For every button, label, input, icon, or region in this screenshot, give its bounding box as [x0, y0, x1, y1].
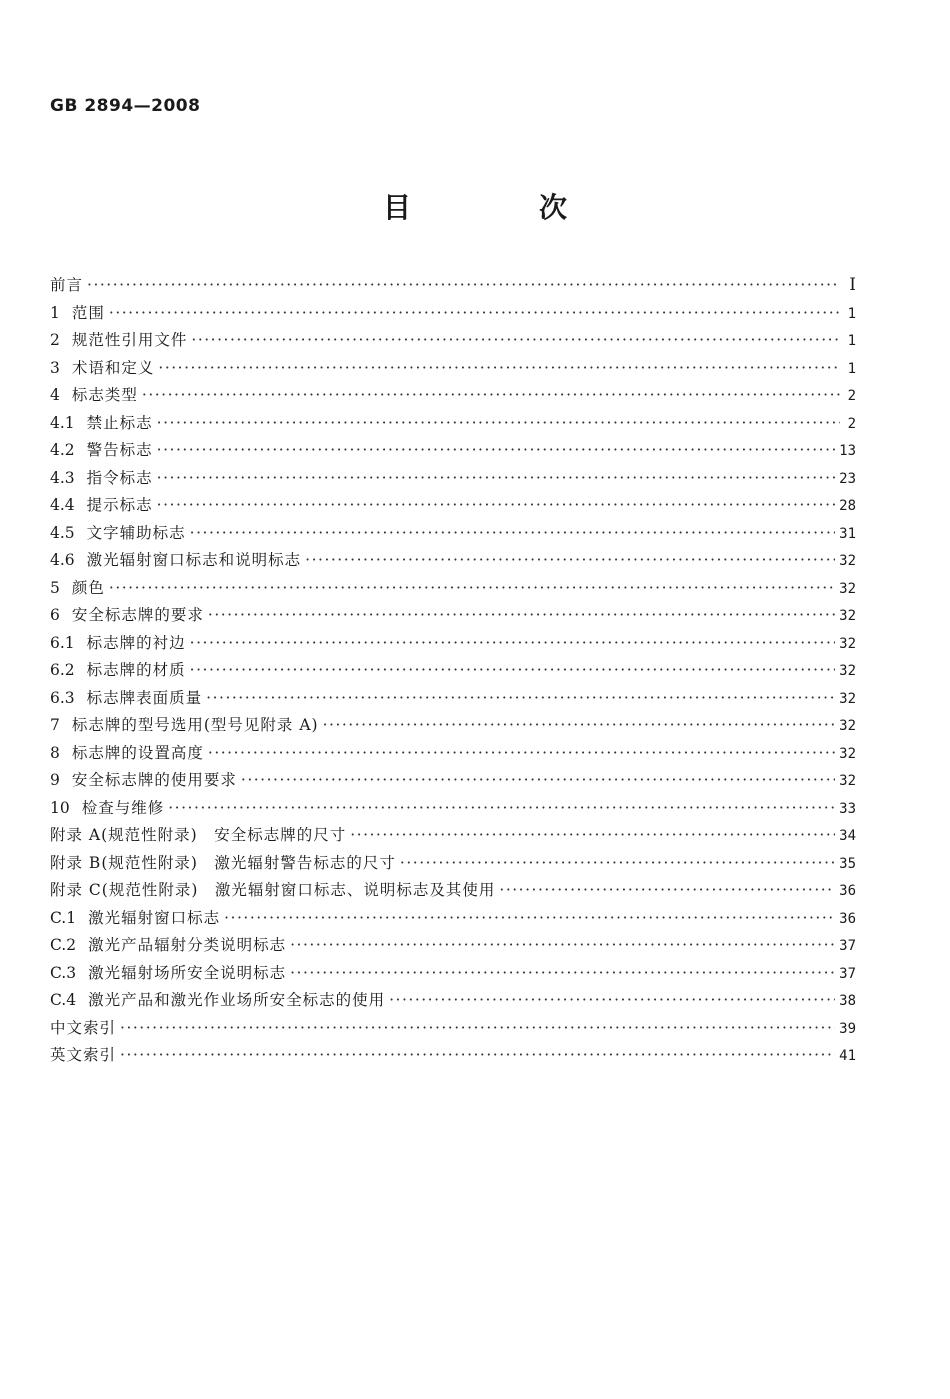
toc-leader-dots — [168, 795, 835, 823]
toc-entry-page: 32 — [839, 635, 856, 652]
toc-entry-number: 5 — [50, 578, 60, 597]
toc-leader-dots — [109, 575, 835, 603]
toc-entry[interactable] — [50, 465, 856, 493]
toc-entry-number: C.3 — [50, 963, 77, 982]
toc-entry[interactable] — [50, 630, 856, 658]
toc-entry-label: 禁止标志 — [86, 413, 153, 432]
toc-entry-label: 标志牌的型号选用(型号见附录 A) — [71, 716, 319, 734]
toc-entry[interactable] — [50, 795, 856, 823]
toc-entry[interactable] — [50, 1015, 856, 1043]
toc-entry-page: 32 — [839, 580, 856, 597]
toc-entry-number: 3 — [50, 358, 60, 377]
toc-entry-number: 4.5 — [50, 523, 75, 542]
toc-entry-page: 32 — [839, 773, 856, 789]
toc-entry-label: 规范性引用文件 — [71, 331, 188, 349]
toc-entry-label: 附录 C(规范性附录) 激光辐射窗口标志、说明标志及其使用 — [50, 881, 496, 899]
toc-entry[interactable] — [50, 960, 856, 988]
toc-leader-dots — [290, 932, 835, 960]
toc-entry[interactable] — [50, 437, 856, 465]
toc-entry[interactable] — [50, 740, 856, 768]
toc-leader-dots — [389, 987, 835, 1015]
toc-leader-dots — [120, 1015, 835, 1043]
toc-entry-label: 激光辐射窗口标志和说明标志 — [86, 551, 302, 569]
toc-entry[interactable] — [50, 300, 856, 328]
toc-entry-number: 4.4 — [50, 496, 75, 514]
toc-leader-dots — [190, 630, 835, 658]
toc-entry-label: 提示标志 — [86, 496, 153, 514]
toc-entry-label: 前言 — [50, 276, 84, 294]
toc-entry-label: 范围 — [71, 303, 105, 322]
toc-entry-page: 2 — [847, 415, 856, 432]
toc-entry-page: 23 — [839, 470, 856, 487]
toc-entry-number: 4 — [50, 386, 60, 404]
toc-entry-label: 激光产品辐射分类说明标志 — [88, 936, 287, 954]
toc-entry-page: 34 — [839, 828, 856, 844]
toc-entry-label: 检查与维修 — [81, 798, 165, 817]
toc-entry-label: 标志牌的设置高度 — [71, 743, 204, 762]
toc-entry-label: 文字辅助标志 — [86, 523, 186, 542]
toc-entry-number: 4.6 — [50, 551, 75, 569]
toc-leader-dots — [157, 492, 835, 520]
toc-entry-page: I — [849, 275, 856, 295]
toc-entry[interactable] — [50, 327, 856, 355]
toc-entry[interactable] — [50, 767, 856, 795]
toc-entry-page: 36 — [839, 883, 856, 899]
toc-entry-label: 安全标志牌的要求 — [71, 606, 204, 624]
toc-entry[interactable] — [50, 520, 856, 548]
toc-leader-dots — [290, 960, 835, 988]
toc-entry-number: C.2 — [50, 936, 77, 954]
toc-entry-label: 安全标志牌的使用要求 — [71, 771, 237, 789]
toc-entry-number: C.4 — [50, 991, 77, 1009]
toc-entry-label: 标志牌的材质 — [86, 661, 186, 679]
toc-entry-number: 6.3 — [50, 688, 75, 707]
toc-leader-dots — [190, 657, 835, 685]
toc-entry-label: 中文索引 — [50, 1018, 117, 1037]
toc-entry-page: 32 — [839, 608, 856, 624]
toc-entry-page: 32 — [839, 663, 856, 679]
table-of-contents — [50, 272, 856, 1070]
toc-entry[interactable] — [50, 932, 856, 960]
toc-entry[interactable] — [50, 602, 856, 630]
toc-entry-number: 2 — [50, 331, 60, 349]
toc-entry-number: 10 — [50, 798, 70, 817]
toc-leader-dots — [323, 712, 836, 740]
toc-entry-page: 13 — [839, 443, 856, 459]
toc-entry-label: 激光辐射窗口标志 — [88, 908, 221, 927]
toc-entry[interactable] — [50, 410, 856, 438]
toc-entry[interactable] — [50, 712, 856, 740]
toc-leader-dots — [224, 905, 835, 933]
toc-entry[interactable] — [50, 850, 856, 878]
toc-entry-page: 1 — [847, 360, 856, 377]
toc-entry-number: 9 — [50, 771, 60, 789]
toc-leader-dots — [206, 685, 835, 713]
page-title: 目 次 — [382, 191, 617, 224]
toc-entry-number: 4.3 — [50, 468, 75, 487]
toc-entry-number: 4.2 — [50, 441, 75, 459]
toc-entry-number: 4.1 — [50, 413, 75, 432]
toc-leader-dots — [157, 465, 835, 493]
toc-leader-dots — [190, 520, 835, 548]
toc-entry[interactable] — [50, 877, 856, 905]
toc-leader-dots — [305, 547, 835, 575]
toc-entry-page: 2 — [847, 388, 856, 404]
toc-entry-label: 警告标志 — [86, 441, 153, 459]
toc-entry[interactable] — [50, 355, 856, 383]
toc-entry-label: 颜色 — [71, 578, 105, 597]
toc-entry-label: 标志牌表面质量 — [86, 688, 203, 707]
toc-entry[interactable] — [50, 657, 856, 685]
toc-entry[interactable] — [50, 492, 856, 520]
toc-entry-label: 激光产品和激光作业场所安全标志的使用 — [88, 991, 386, 1009]
toc-entry-page: 1 — [847, 305, 856, 322]
toc-entry-number: 6.1 — [50, 633, 75, 652]
toc-entry-page: 1 — [847, 333, 856, 349]
toc-entry-page: 35 — [839, 855, 856, 872]
toc-leader-dots — [400, 850, 835, 878]
toc-leader-dots — [241, 767, 835, 795]
toc-leader-dots — [158, 355, 840, 383]
toc-entry-number: 6 — [50, 606, 60, 624]
toc-entry-number: 7 — [50, 716, 60, 734]
toc-leader-dots — [208, 740, 835, 768]
toc-entry[interactable] — [50, 987, 856, 1015]
toc-leader-dots — [350, 822, 835, 850]
toc-entry[interactable] — [50, 1042, 856, 1070]
toc-entry-page: 41 — [839, 1048, 856, 1064]
toc-leader-dots — [157, 410, 840, 438]
toc-entry-page: 31 — [839, 525, 856, 542]
toc-entry[interactable] — [50, 272, 856, 300]
toc-leader-dots — [120, 1042, 835, 1070]
toc-leader-dots — [191, 327, 840, 355]
toc-entry-label: 术语和定义 — [71, 358, 155, 377]
toc-entry-label: 标志类型 — [71, 386, 138, 404]
toc-entry-label: 激光辐射场所安全说明标志 — [88, 963, 287, 982]
toc-entry[interactable] — [50, 547, 856, 575]
toc-entry-label: 标志牌的衬边 — [86, 633, 186, 652]
standard-code: GB 2894—2008 — [50, 96, 201, 116]
toc-entry-number: 8 — [50, 743, 60, 762]
toc-leader-dots — [109, 300, 840, 328]
toc-entry-number: 6.2 — [50, 661, 75, 679]
toc-entry-label: 附录 A(规范性附录) 安全标志牌的尺寸 — [50, 826, 347, 844]
toc-entry-page: 32 — [839, 690, 856, 707]
toc-leader-dots — [208, 602, 835, 630]
toc-entry-page: 36 — [839, 910, 856, 927]
toc-entry-page: 32 — [839, 718, 856, 734]
toc-entry[interactable] — [50, 575, 856, 603]
toc-entry-page: 37 — [839, 965, 856, 982]
toc-entry[interactable] — [50, 685, 856, 713]
toc-entry-page: 32 — [839, 553, 856, 569]
toc-leader-dots — [87, 272, 840, 300]
toc-entry-number: C.1 — [50, 908, 77, 927]
toc-leader-dots — [142, 382, 840, 410]
toc-entry-page: 33 — [839, 800, 856, 817]
toc-entry-page: 37 — [839, 938, 856, 954]
toc-entry-label: 附录 B(规范性附录) 激光辐射警告标志的尺寸 — [50, 853, 396, 872]
toc-entry[interactable] — [50, 382, 856, 410]
toc-entry-page: 32 — [839, 745, 856, 762]
toc-entry-page: 39 — [839, 1020, 856, 1037]
toc-entry-label: 英文索引 — [50, 1046, 117, 1064]
toc-entry-page: 28 — [839, 498, 856, 514]
toc-entry-label: 指令标志 — [86, 468, 153, 487]
toc-leader-dots — [157, 437, 835, 465]
toc-entry-number: 1 — [50, 303, 60, 322]
toc-entry[interactable] — [50, 822, 856, 850]
toc-entry[interactable] — [50, 905, 856, 933]
toc-entry-page: 38 — [839, 993, 856, 1009]
toc-leader-dots — [499, 877, 835, 905]
